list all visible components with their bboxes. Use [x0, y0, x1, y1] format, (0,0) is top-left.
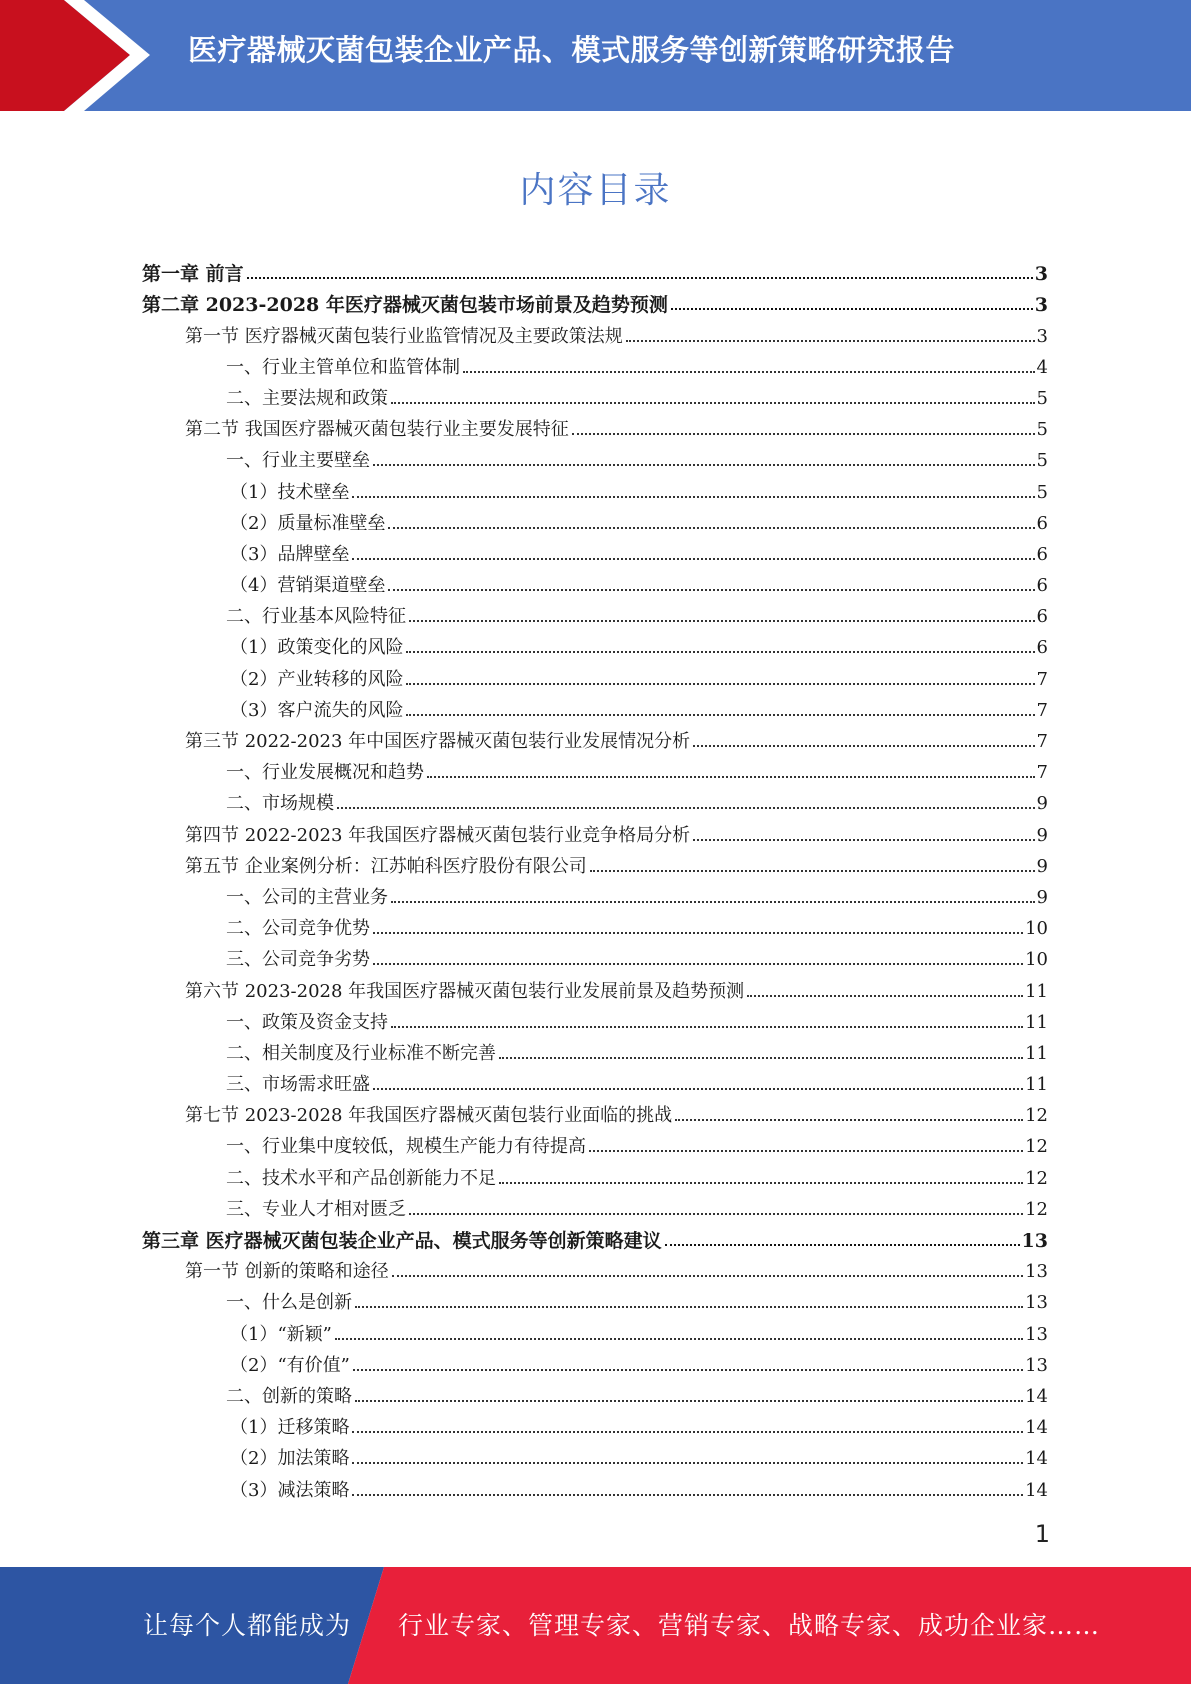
- toc-entry-label: 二、公司竞争优势: [226, 918, 373, 940]
- footer-band: [0, 1567, 1191, 1684]
- toc-dot-leader: [499, 1182, 1023, 1184]
- toc-entry-page: 10: [1025, 918, 1048, 940]
- toc-entry-page: 10: [1025, 949, 1048, 971]
- toc-entry[interactable]: [142, 1439, 1048, 1470]
- toc-entry[interactable]: [142, 847, 1048, 878]
- toc-dot-leader: [671, 308, 1033, 310]
- toc-entry-page: 11: [1025, 1042, 1048, 1064]
- toc-dot-leader: [665, 1244, 1020, 1246]
- toc-entry-label: 二、行业基本风险特征: [226, 606, 409, 628]
- footer-slogan-right: 行业专家、管理专家、营销专家、战略专家、成功企业家……: [398, 1611, 1101, 1640]
- toc-dot-leader: [747, 995, 1023, 997]
- toc-dot-leader: [388, 527, 1034, 529]
- toc-entry-label: （1）技术壁垒: [230, 482, 352, 504]
- toc-entry-label: （2）产业转移的风险: [230, 669, 406, 691]
- toc-entry-page: 4: [1036, 356, 1048, 378]
- toc-entry-label: （2）“有价值”: [230, 1355, 353, 1377]
- toc-dot-leader: [572, 433, 1035, 435]
- toc-entry[interactable]: [142, 348, 1048, 379]
- toc-entry-label: 第二节 我国医疗器械灭菌包装行业主要发展特征: [185, 419, 572, 441]
- toc-entry-label: （2）加法策略: [230, 1448, 352, 1470]
- toc-dot-leader: [335, 1338, 1023, 1340]
- toc-entry-label: 二、相关制度及行业标准不断完善: [226, 1043, 499, 1065]
- toc-entry-page: 13: [1025, 1261, 1048, 1283]
- toc-entry[interactable]: [142, 1252, 1048, 1283]
- toc-entry[interactable]: [142, 472, 1048, 503]
- toc-dot-leader: [355, 1400, 1023, 1402]
- header-band: [0, 0, 1191, 111]
- toc-entry-page: 12: [1025, 1105, 1048, 1127]
- toc-entry-label: 二、创新的策略: [226, 1386, 355, 1408]
- toc-heading: 内容目录: [519, 170, 672, 211]
- toc-entry-page: 5: [1036, 481, 1048, 503]
- toc-entry-page: 11: [1025, 980, 1048, 1002]
- toc-dot-leader: [427, 776, 1035, 778]
- toc-dot-leader: [391, 402, 1035, 404]
- toc-entry[interactable]: [142, 566, 1048, 597]
- toc-entry-page: 13: [1025, 1354, 1048, 1376]
- toc-entry-page: 9: [1036, 793, 1048, 815]
- toc-dot-leader: [392, 1275, 1023, 1277]
- toc-entry-label: 第七节 2023-2028 年我国医疗器械灭菌包装行业面临的挑战: [185, 1105, 675, 1127]
- toc-dot-leader: [463, 371, 1035, 373]
- toc-dot-leader: [373, 963, 1023, 965]
- toc-entry[interactable]: [142, 316, 1048, 347]
- toc-entry[interactable]: [142, 1034, 1048, 1065]
- toc-entry[interactable]: [142, 815, 1048, 846]
- toc-entry-page: 11: [1025, 1011, 1048, 1033]
- toc-entry[interactable]: [142, 504, 1048, 535]
- toc-entry-page: 9: [1036, 824, 1048, 846]
- toc-entry[interactable]: [142, 1314, 1048, 1345]
- toc-dot-leader: [352, 1431, 1023, 1433]
- toc-entry[interactable]: [142, 1283, 1048, 1314]
- toc-entry-page: 3: [1034, 294, 1048, 317]
- toc-entry[interactable]: [142, 1096, 1048, 1127]
- toc-entry-label: （1）“新颖”: [230, 1324, 335, 1346]
- toc-dot-leader: [355, 1306, 1023, 1308]
- toc-entry-label: （1）政策变化的风险: [230, 637, 406, 659]
- toc-dot-leader: [675, 1119, 1023, 1121]
- toc-entry-label: 一、行业主管单位和监管体制: [226, 357, 463, 379]
- toc-entry-label: 第一章 前言: [142, 263, 247, 285]
- toc-entry[interactable]: [142, 940, 1048, 971]
- toc-entry-page: 5: [1036, 387, 1048, 409]
- toc-dot-leader: [406, 683, 1034, 685]
- toc-dot-leader: [353, 1369, 1023, 1371]
- toc-entry-page: 6: [1036, 637, 1048, 659]
- toc-entry-label: 第三节 2022-2023 年中国医疗器械灭菌包装行业发展情况分析: [185, 731, 693, 753]
- toc-entry[interactable]: [142, 1003, 1048, 1034]
- toc-dot-leader: [406, 714, 1034, 716]
- toc-entry-label: 一、行业主要壁垒: [226, 450, 373, 472]
- toc-entry[interactable]: [142, 410, 1048, 441]
- toc-entry[interactable]: [142, 441, 1048, 472]
- toc-entry-page: 7: [1036, 668, 1048, 690]
- toc-dot-leader: [391, 1026, 1023, 1028]
- toc-dot-leader: [352, 1494, 1023, 1496]
- toc-entry[interactable]: [142, 597, 1048, 628]
- table-of-contents: [142, 254, 1048, 1502]
- report-title: 医疗器械灭菌包装企业产品、模式服务等创新策略研究报告: [188, 33, 956, 67]
- toc-entry-page: 3: [1036, 325, 1048, 347]
- toc-entry[interactable]: [142, 1408, 1048, 1439]
- toc-entry[interactable]: [142, 909, 1048, 940]
- toc-entry[interactable]: [142, 878, 1048, 909]
- toc-entry-label: （3）客户流失的风险: [230, 700, 406, 722]
- toc-entry-label: 一、行业集中度较低，规模生产能力有待提高: [226, 1136, 589, 1158]
- toc-entry-label: 第四节 2022-2023 年我国医疗器械灭菌包装行业竞争格局分析: [185, 825, 693, 847]
- header-chevron-icon: [0, 0, 160, 111]
- toc-entry-page: 12: [1025, 1167, 1048, 1189]
- toc-dot-leader: [352, 1462, 1023, 1464]
- toc-entry[interactable]: [142, 1190, 1048, 1221]
- toc-entry[interactable]: [142, 1127, 1048, 1158]
- toc-entry[interactable]: [142, 1158, 1048, 1189]
- toc-entry-page: 12: [1025, 1198, 1048, 1220]
- toc-entry-page: 9: [1036, 855, 1048, 877]
- page-number: 1: [1034, 1520, 1050, 1548]
- toc-entry[interactable]: [142, 254, 1048, 285]
- toc-entry[interactable]: [142, 691, 1048, 722]
- toc-dot-leader: [352, 496, 1034, 498]
- toc-dot-leader: [409, 1213, 1023, 1215]
- toc-dot-leader: [373, 1088, 1023, 1090]
- toc-entry-page: 14: [1025, 1479, 1048, 1501]
- toc-entry[interactable]: [142, 659, 1048, 690]
- toc-entry-label: 第一节 创新的策略和途径: [185, 1261, 392, 1283]
- toc-dot-leader: [693, 839, 1034, 841]
- toc-entry-page: 14: [1025, 1385, 1048, 1407]
- toc-entry-page: 13: [1021, 1230, 1048, 1252]
- toc-entry-label: 二、市场规模: [226, 793, 337, 815]
- toc-dot-leader: [388, 589, 1034, 591]
- toc-entry-page: 14: [1025, 1417, 1048, 1439]
- toc-entry-page: 5: [1036, 450, 1048, 472]
- toc-entry-label: 三、公司竞争劣势: [226, 949, 373, 971]
- toc-entry[interactable]: [142, 285, 1048, 316]
- toc-entry[interactable]: [142, 1346, 1048, 1377]
- toc-dot-leader: [373, 932, 1023, 934]
- toc-entry[interactable]: [142, 722, 1048, 753]
- toc-entry-label: 第二章 2023-2028 年医疗器械灭菌包装市场前景及趋势预测: [142, 294, 671, 316]
- toc-entry-page: 6: [1036, 606, 1048, 628]
- toc-entry[interactable]: [142, 784, 1048, 815]
- toc-entry-label: 第一节 医疗器械灭菌包装行业监管情况及主要政策法规: [185, 326, 626, 348]
- toc-entry[interactable]: [142, 628, 1048, 659]
- toc-entry-label: （4）营销渠道壁垒: [230, 575, 388, 597]
- toc-entry-label: （1）迁移策略: [230, 1417, 352, 1439]
- toc-entry[interactable]: [142, 1065, 1048, 1096]
- toc-entry-page: 11: [1025, 1074, 1048, 1096]
- toc-entry-label: 第三章 医疗器械灭菌包装企业产品、模式服务等创新策略建议: [142, 1230, 665, 1252]
- toc-entry-label: 第五节 企业案例分析：江苏帕科医疗股份有限公司: [185, 856, 590, 878]
- toc-dot-leader: [391, 901, 1035, 903]
- toc-dot-leader: [352, 558, 1034, 560]
- toc-entry[interactable]: [142, 535, 1048, 566]
- toc-dot-leader: [590, 870, 1035, 872]
- toc-dot-leader: [406, 651, 1034, 653]
- toc-entry-page: 5: [1036, 419, 1048, 441]
- toc-entry[interactable]: [142, 379, 1048, 410]
- toc-entry-page: 13: [1025, 1292, 1048, 1314]
- toc-entry-label: 三、市场需求旺盛: [226, 1074, 373, 1096]
- toc-entry-page: 7: [1036, 699, 1048, 721]
- toc-entry-label: 第六节 2023-2028 年我国医疗器械灭菌包装行业发展前景及趋势预测: [185, 981, 747, 1003]
- toc-entry-label: 一、公司的主营业务: [226, 887, 391, 909]
- toc-entry[interactable]: [142, 753, 1048, 784]
- toc-entry-label: （3）减法策略: [230, 1480, 352, 1502]
- toc-entry-label: （2）质量标准壁垒: [230, 513, 388, 535]
- toc-entry-label: （3）品牌壁垒: [230, 544, 352, 566]
- toc-entry-page: 7: [1036, 731, 1048, 752]
- toc-dot-leader: [626, 340, 1035, 342]
- toc-entry[interactable]: [142, 1470, 1048, 1501]
- toc-entry-label: 一、政策及资金支持: [226, 1012, 391, 1034]
- toc-entry-page: 12: [1025, 1136, 1048, 1158]
- toc-entry[interactable]: [142, 1377, 1048, 1408]
- toc-entry-label: 一、行业发展概况和趋势: [226, 762, 427, 784]
- toc-entry-page: 3: [1034, 263, 1048, 286]
- toc-dot-leader: [499, 1057, 1023, 1059]
- toc-dot-leader: [247, 277, 1033, 279]
- toc-entry-page: 9: [1036, 886, 1048, 908]
- toc-entry-page: 7: [1036, 762, 1048, 784]
- toc-dot-leader: [373, 464, 1035, 466]
- toc-entry-page: 6: [1036, 543, 1048, 565]
- toc-entry[interactable]: [142, 1221, 1048, 1252]
- toc-entry-label: 二、主要法规和政策: [226, 388, 391, 410]
- toc-entry[interactable]: [142, 971, 1048, 1002]
- toc-entry-label: 二、技术水平和产品创新能力不足: [226, 1168, 499, 1190]
- footer-slogan-left: 让每个人都能成为: [143, 1611, 352, 1640]
- toc-entry-page: 6: [1036, 575, 1048, 597]
- toc-entry-label: 三、专业人才相对匮乏: [226, 1199, 409, 1221]
- toc-dot-leader: [409, 620, 1035, 622]
- toc-entry-page: 14: [1025, 1448, 1048, 1470]
- toc-entry-page: 13: [1025, 1323, 1048, 1345]
- toc-dot-leader: [589, 1150, 1023, 1152]
- toc-entry-label: 一、什么是创新: [226, 1292, 355, 1314]
- toc-entry-page: 6: [1036, 512, 1048, 534]
- toc-dot-leader: [693, 745, 1034, 747]
- toc-dot-leader: [337, 807, 1035, 809]
